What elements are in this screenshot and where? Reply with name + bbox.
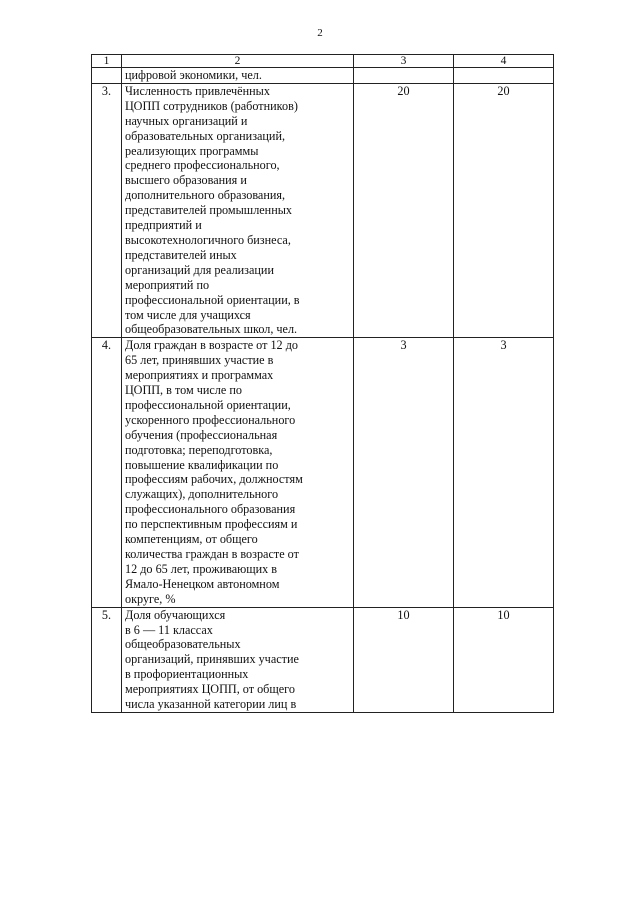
indicator-text-line: по перспективным профессиям и [125,517,298,532]
indicator-text-line: профессиональной ориентации, в [125,292,300,307]
indicator-text [122,607,354,712]
header-cell-4: 4 [454,55,554,68]
indicator-text-line: служащих), дополнительного [125,487,279,502]
indicator-text-line: Доля граждан в возрасте от 12 до [125,338,298,353]
table-row [92,338,554,607]
indicators-table [91,54,554,713]
row-number: 5. [92,607,122,712]
value-col-4: 10 [454,607,554,712]
indicator-text-line: представителей иных [125,247,237,262]
indicator-text-line: профессионального образования [125,502,296,517]
indicator-text-line: дополнительного образования, [125,188,286,203]
indicator-text-line: в 6 — 11 классах [125,622,213,637]
indicator-text-line: ЦОПП сотрудников (работников) [125,98,298,113]
indicator-text-line: мероприятий по [125,277,210,292]
indicator-text-line: профессиям рабочих, должностям [125,472,303,487]
indicator-text-line: высокотехнологичного бизнеса, [125,232,291,247]
row-number: 4. [92,338,122,607]
indicator-text-line: общеобразовательных школ, чел. [125,322,298,337]
indicator-text-line: научных организаций и [125,113,248,128]
value-col-3: 10 [354,607,454,712]
indicator-text-line: обучения (профессиональная [125,427,278,442]
indicator-text [122,338,354,607]
header-cell-1: 1 [92,55,122,68]
indicator-text-line: повышение квалификации по [125,457,279,472]
row-number [92,68,122,84]
indicator-text-line: предприятий и [125,218,202,233]
indicator-text [122,68,354,84]
indicator-text-line: том числе для учащихся [125,307,251,322]
row-number: 3. [92,83,122,337]
table-row [92,68,554,84]
indicator-text-line: ускоренного профессионального [125,412,296,427]
value-col-4 [454,68,554,84]
indicator-text-line: образовательных организаций, [125,128,286,143]
indicator-text-line: 65 лет, принявших участие в [125,353,274,368]
indicator-text-line: подготовка; переподготовка, [125,442,273,457]
indicator-text [122,83,354,337]
indicator-text-line: профессиональной ориентации, [125,397,291,412]
indicator-text-line: 12 до 65 лет, проживающих в [125,561,278,576]
table-row [92,607,554,712]
value-col-4: 3 [454,338,554,607]
indicator-text-line: числа указанной категории лиц в [125,697,297,712]
indicator-text-line: цифровой экономики, чел. [125,68,262,82]
indicator-text-line: в профориентационных [125,667,249,682]
header-cell-3: 3 [354,55,454,68]
indicator-text-line: мероприятиях и программах [125,368,274,383]
indicator-text-line: высшего образования и [125,173,247,188]
indicator-text-line: организаций, принявших участие [125,652,299,667]
indicator-text-line: компетенциям, от общего [125,532,258,547]
table-header-row [92,55,554,68]
header-cell-2: 2 [122,55,354,68]
indicator-text-line: представителей промышленных [125,203,293,218]
indicator-text-line: ЦОПП, в том числе по [125,383,242,398]
indicator-text-line: Ямало-Ненецком автономном [125,576,280,591]
value-col-3 [354,68,454,84]
page-number: 2 [317,27,323,39]
value-col-3: 20 [354,83,454,337]
indicator-text-line: Численность привлечённых [125,83,270,98]
table-row [92,83,554,337]
indicator-text-line: общеобразовательных [125,637,241,652]
indicator-text-line: Доля обучающихся [125,607,226,622]
value-col-3: 3 [354,338,454,607]
indicator-text-line: организаций для реализации [125,262,274,277]
indicator-text-line: реализующих программы [125,143,259,158]
indicator-text-line: количества граждан в возрасте от [125,547,299,561]
indicator-text-line: среднего профессионального, [125,158,280,173]
value-col-4: 20 [454,83,554,337]
indicator-text-line: мероприятиях ЦОПП, от общего [125,682,295,697]
indicator-text-line: округе, % [125,591,176,606]
